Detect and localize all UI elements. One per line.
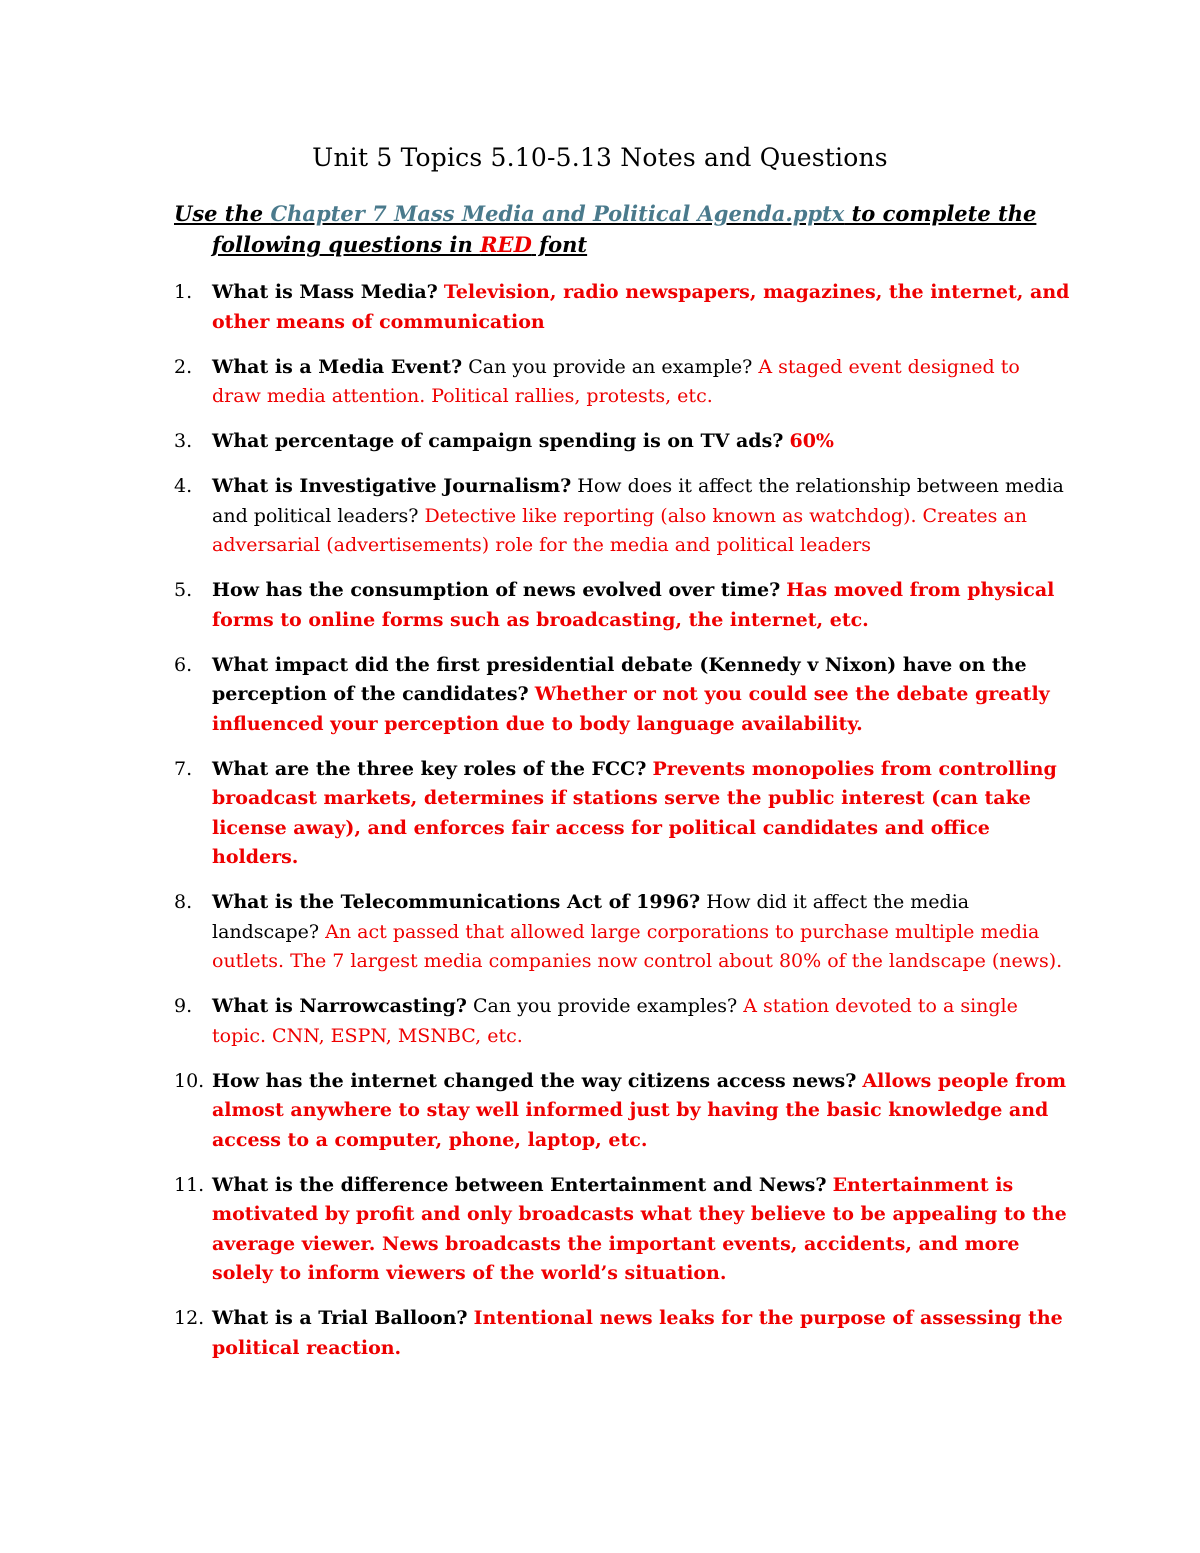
- question-number: 8.: [174, 891, 193, 913]
- answer-text: Allows people from almost anywhere to stay well informed just by having the basic knowledge and access to a computer, phone, laptop, etc.: [212, 1069, 1067, 1151]
- question-followup: How did it affect the media landscape?: [212, 891, 970, 943]
- question-number: 4.: [174, 475, 193, 497]
- question-number: 9.: [174, 995, 193, 1017]
- question-text: What is a Media Event?: [212, 355, 463, 378]
- question-list: [174, 278, 1070, 1363]
- question-item: [174, 755, 1070, 873]
- question-number: 12.: [174, 1307, 205, 1329]
- question-number: 5.: [174, 579, 193, 601]
- instructions-middle: to complete the following questions in: [212, 201, 1037, 257]
- answer-text: A station devoted to a single topic. CNN, ESPN, MSNBC, etc.: [212, 995, 1018, 1047]
- answer-text: Detective like reporting (also known as watchdog). Creates an adversarial (advertisements) role for the media and political leaders: [212, 504, 1027, 556]
- question-followup: Can you provide examples?: [472, 995, 738, 1017]
- pptx-link[interactable]: Chapter 7 Mass Media and Political Agenda.pptx: [270, 201, 845, 226]
- question-text: What is the difference between Entertainment and News?: [212, 1173, 827, 1196]
- question-followup: Can you provide an example?: [468, 355, 753, 378]
- question-item: [174, 427, 1070, 457]
- question-number: 6.: [174, 653, 193, 676]
- question-text: What is the Telecommunications Act of 1996?: [212, 891, 701, 913]
- question-text: How has the consumption of news evolved over time?: [212, 579, 781, 601]
- question-text: What impact did the first presidential debate (Kennedy v Nixon) have on the perception of the candidates?: [212, 653, 1027, 705]
- instructions: [174, 198, 1070, 260]
- instructions-prefix: Use the: [174, 201, 271, 226]
- answer-text: Entertainment is motivated by profit and only broadcasts what they believe to be appealing to the average viewer. News broadcasts the important events, accidents, and more solely to inform viewers of the world’s situation.: [212, 1173, 1067, 1284]
- answer-text: An act passed that allowed large corporations to purchase multiple media outlets. The 7 largest media companies now control about 80% of the landscape (news).: [212, 920, 1063, 972]
- question-text: What is a Trial Balloon?: [212, 1307, 468, 1329]
- answer-text: Television, radio newspapers, magazines, the internet, and other means of communication: [212, 281, 1070, 333]
- answer-text: Intentional news leaks for the purpose of assessing the political reaction.: [212, 1307, 1063, 1359]
- question-number: 11.: [174, 1173, 205, 1196]
- answer-text: A staged event designed to draw media attention. Political rallies, protests, etc.: [212, 355, 1020, 407]
- question-followup: How does it affect the relationship between media and political leaders?: [212, 475, 1064, 527]
- instructions-suffix: font: [531, 232, 588, 257]
- question-item: [174, 1067, 1070, 1156]
- question-text: What is Mass Media?: [212, 281, 438, 303]
- question-item: [174, 278, 1070, 337]
- question-text: What percentage of campaign spending is on TV ads?: [212, 430, 784, 452]
- question-number: 2.: [174, 355, 193, 378]
- answer-text: Whether or not you could see the debate greatly influenced your perception due to body language availability.: [212, 683, 1050, 735]
- answer-text: Prevents monopolies from controlling broadcast markets, determines if stations serve the public interest (can take license away), and enforces fair access for political candidates and office holders.: [212, 757, 1057, 868]
- question-text: What are the three key roles of the FCC?: [212, 757, 647, 780]
- question-number: 7.: [174, 757, 193, 780]
- page-title: Unit 5 Topics 5.10-5.13 Notes and Questions: [312, 143, 888, 172]
- question-item: [174, 472, 1070, 561]
- question-item: [174, 1304, 1070, 1363]
- question-number: 10.: [174, 1069, 205, 1092]
- question-number: 1.: [174, 281, 193, 303]
- question-item: [174, 651, 1070, 740]
- answer-text: 60%: [789, 430, 834, 452]
- question-text: What is Investigative Journalism?: [212, 475, 572, 497]
- question-text: What is Narrowcasting?: [212, 995, 467, 1017]
- question-item: [174, 353, 1070, 412]
- answer-text: Has moved from physical forms to online forms such as broadcasting, the internet, etc.: [212, 579, 1055, 631]
- question-text: How has the internet changed the way citizens access news?: [212, 1069, 857, 1092]
- question-item: [174, 888, 1070, 977]
- question-number: 3.: [174, 430, 193, 452]
- question-item: [174, 576, 1070, 635]
- question-item: [174, 1171, 1070, 1289]
- question-item: [174, 992, 1070, 1051]
- red-word: RED: [480, 232, 532, 257]
